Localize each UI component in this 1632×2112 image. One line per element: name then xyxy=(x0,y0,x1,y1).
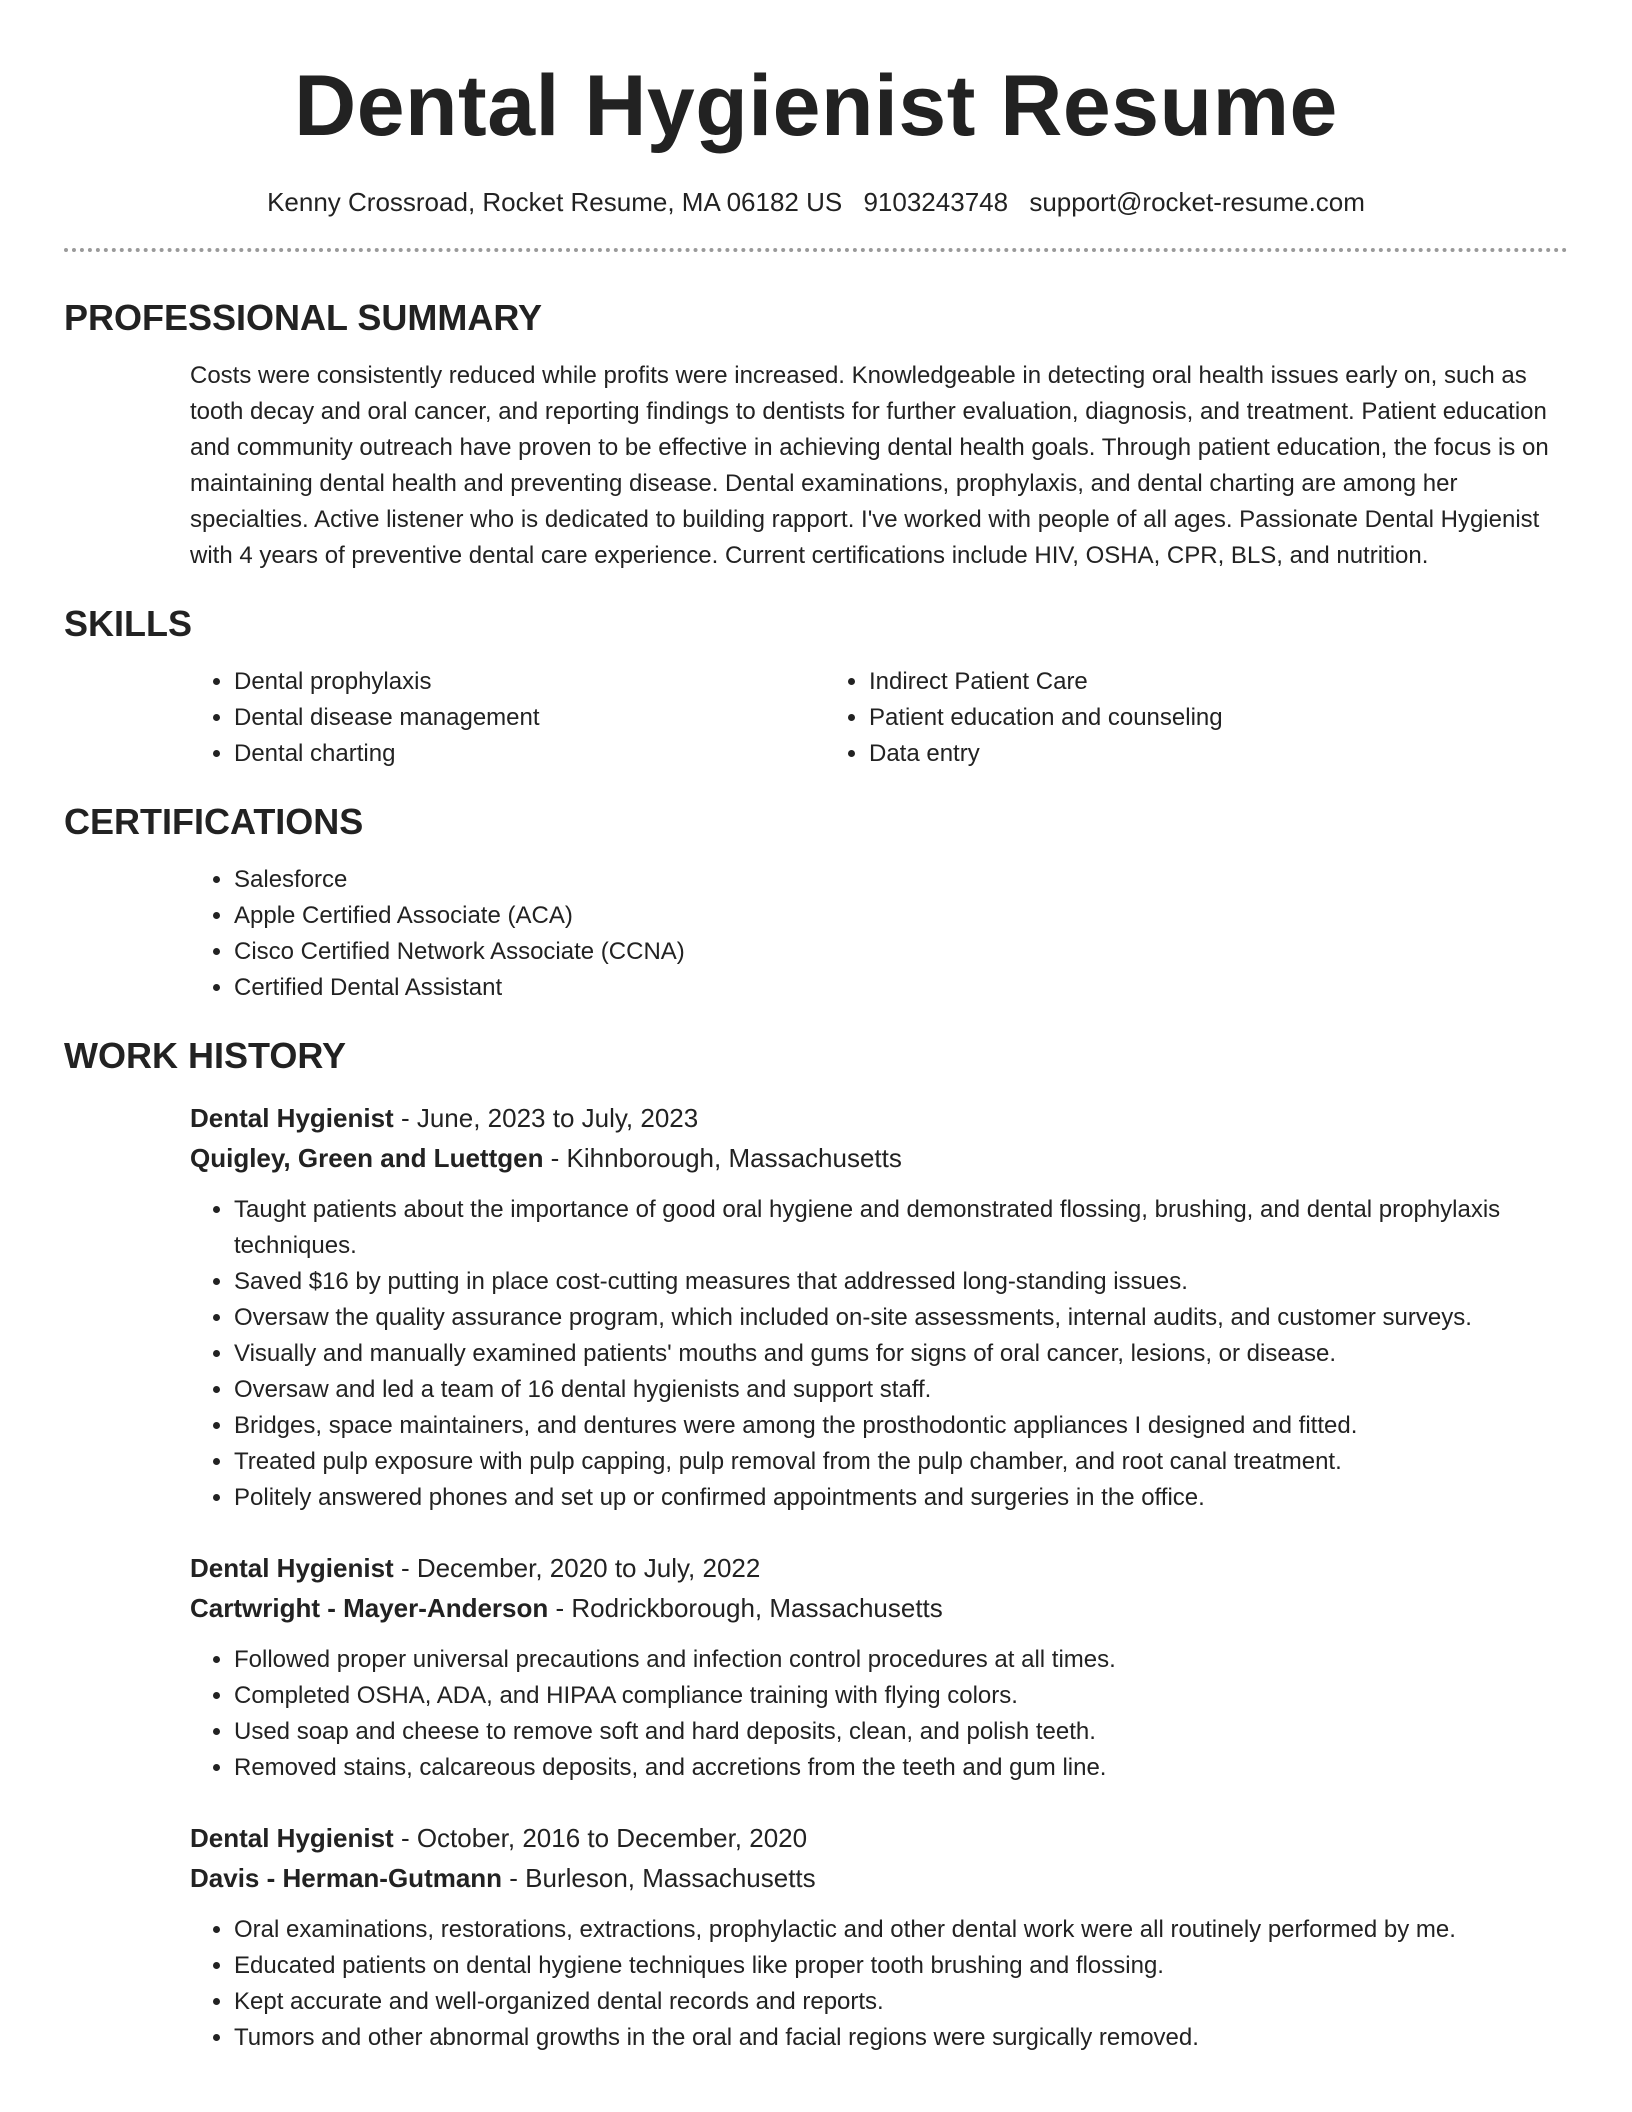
job-task: • Followed proper universal precautions and infection control procedures at all times. xyxy=(234,1642,1568,1678)
job-task: • Taught patients about the importance of good oral hygiene and demonstrated flossing, brushing, and dental prophylaxis techniques. xyxy=(234,1192,1568,1264)
job-task: • Educated patients on dental hygiene techniques like proper tooth brushing and flossing. xyxy=(234,1948,1568,1984)
skill-item: • Patient education and counseling xyxy=(869,700,1465,736)
skill-item: • Data entry xyxy=(869,736,1465,772)
skill-item: • Dental charting xyxy=(234,736,825,772)
job-company-line xyxy=(190,1858,1568,1898)
job-entry xyxy=(190,1548,1568,1786)
job-company: Quigley, Green and Luettgen xyxy=(190,1143,544,1173)
skills-left-list xyxy=(190,664,825,772)
certifications-list xyxy=(190,862,1568,1006)
job-task-list xyxy=(190,1642,1568,1786)
job-title-line xyxy=(190,1818,1568,1858)
job-task: • Saved $16 by putting in place cost-cutting measures that addressed long-standing issues. xyxy=(234,1264,1568,1300)
job-task: • Tumors and other abnormal growths in the oral and facial regions were surgically removed. xyxy=(234,2020,1568,2056)
job-task: • Completed OSHA, ADA, and HIPAA compliance training with flying colors. xyxy=(234,1678,1568,1714)
work-history-heading: WORK HISTORY xyxy=(64,1035,347,1076)
job-dates: - October, 2016 to December, 2020 xyxy=(393,1823,808,1853)
job-title: Dental Hygienist xyxy=(190,1823,394,1853)
job-task-list xyxy=(190,1192,1568,1516)
summary-heading: PROFESSIONAL SUMMARY xyxy=(64,297,543,338)
job-task: • Politely answered phones and set up or confirmed appointments and surgeries in the office. xyxy=(234,1480,1568,1516)
job-location: - Kihnborough, Massachusetts xyxy=(543,1143,902,1173)
job-entry xyxy=(190,1098,1568,1516)
job-task: • Oversaw the quality assurance program, which included on-site assessments, internal audits, and customer surveys. xyxy=(234,1300,1568,1336)
skills-right-list xyxy=(825,664,1465,772)
job-location: - Burleson, Massachusetts xyxy=(502,1863,816,1893)
skills-columns xyxy=(190,664,1568,772)
job-entry xyxy=(190,1818,1568,2056)
job-company: Cartwright - Mayer-Anderson xyxy=(190,1593,549,1623)
job-dates: - June, 2023 to July, 2023 xyxy=(393,1103,699,1133)
job-task: • Removed stains, calcareous deposits, and accretions from the teeth and gum line. xyxy=(234,1750,1568,1786)
job-title: Dental Hygienist xyxy=(190,1553,394,1583)
contact-address: Kenny Crossroad, Rocket Resume, MA 06182 US xyxy=(267,187,843,217)
job-task: • Oversaw and led a team of 16 dental hygienists and support staff. xyxy=(234,1372,1568,1408)
page-title: Dental Hygienist Resume xyxy=(294,58,1338,154)
job-location: - Rodrickborough, Massachusetts xyxy=(548,1593,943,1623)
certification-item: • Salesforce xyxy=(234,862,1568,898)
certification-item: • Cisco Certified Network Associate (CCNA) xyxy=(234,934,1568,970)
certification-item: • Certified Dental Assistant xyxy=(234,970,1568,1006)
job-task: • Visually and manually examined patients' mouths and gums for signs of oral cancer, lesions, or disease. xyxy=(234,1336,1568,1372)
job-company-line xyxy=(190,1138,1568,1178)
contact-line xyxy=(64,184,1568,220)
job-dates: - December, 2020 to July, 2022 xyxy=(393,1553,761,1583)
skills-heading: SKILLS xyxy=(64,603,193,644)
job-company-line xyxy=(190,1588,1568,1628)
job-title-line xyxy=(190,1548,1568,1588)
job-task: • Oral examinations, restorations, extractions, prophylactic and other dental work were all routinely performed by me. xyxy=(234,1912,1568,1948)
job-task: • Used soap and cheese to remove soft and hard deposits, clean, and polish teeth. xyxy=(234,1714,1568,1750)
skill-item: • Indirect Patient Care xyxy=(869,664,1465,700)
job-company: Davis - Herman-Gutmann xyxy=(190,1863,503,1893)
skill-item: • Dental prophylaxis xyxy=(234,664,825,700)
certifications-heading: CERTIFICATIONS xyxy=(64,801,364,842)
skill-item: • Dental disease management xyxy=(234,700,825,736)
contact-phone: 9103243748 xyxy=(863,187,1009,217)
job-task: • Treated pulp exposure with pulp capping, pulp removal from the pulp chamber, and root canal treatment. xyxy=(234,1444,1568,1480)
job-title: Dental Hygienist xyxy=(190,1103,394,1133)
job-title-line xyxy=(190,1098,1568,1138)
contact-email: support@rocket-resume.com xyxy=(1029,187,1365,217)
job-task: • Kept accurate and well-organized dental records and reports. xyxy=(234,1984,1568,2020)
job-task-list xyxy=(190,1912,1568,2056)
summary-text: Costs were consistently reduced while profits were increased. Knowledgeable in detecting oral health issues early on, such as tooth decay and oral cancer, and reporting findings to dentists for further evaluation, diagnosis, and treatment. Patient education and community outreach have proven to be effective in achieving dental health goals. Through patient education, the focus is on maintaining dental health and preventing disease. Dental examinations, prophylaxis, and dental charting are among her specialties. Active listener who is dedicated to building rapport. I've worked with people of all ages. Passionate Dental Hygienist with 4 years of preventive dental care experience. Current certifications include HIV, OSHA, CPR, BLS, and nutrition. xyxy=(190,362,1549,569)
certification-item: • Apple Certified Associate (ACA) xyxy=(234,898,1568,934)
header-divider xyxy=(64,248,1568,252)
job-task: • Bridges, space maintainers, and dentures were among the prosthodontic appliances I designed and fitted. xyxy=(234,1408,1568,1444)
